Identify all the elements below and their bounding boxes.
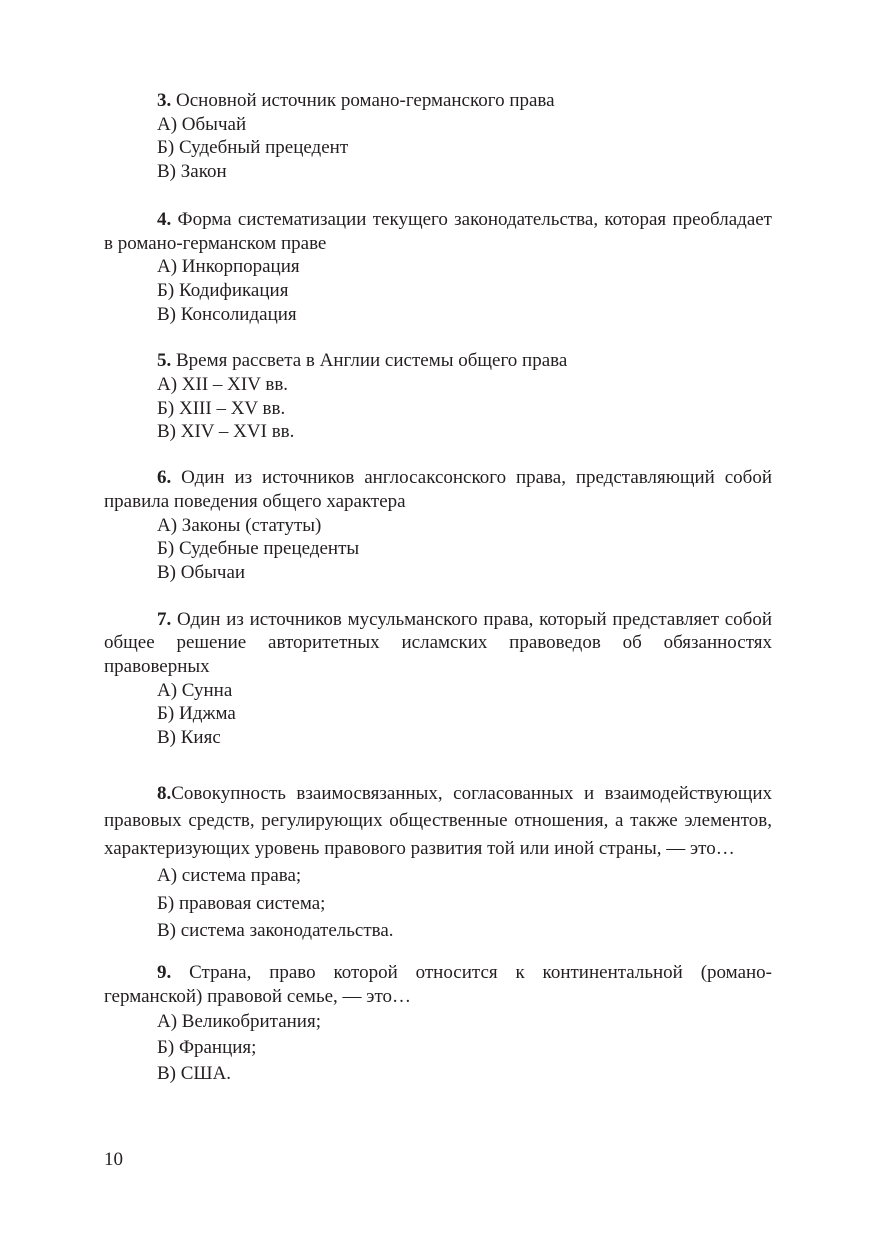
answer-option: Б) правовая система; [157,892,326,914]
answer-option: А) Обычай [157,113,247,135]
question-number: 5. [157,350,172,372]
question-text [104,466,772,513]
answer-option: Б) Кодификация [157,279,289,301]
answer-option: В) Закон [157,161,227,183]
answer-option: А) Инкорпорация [157,256,300,278]
question-6 [104,466,772,585]
question-body: Один из источников мусульманского права, который представляет собой общее решение авторитетных исламских правоведов об обязанностях правоверных [104,608,772,678]
question-5 [104,349,772,444]
answer-option: Б) Судебные прецеденты [157,538,360,560]
answer-option: А) система права; [157,865,302,887]
answer-option: В) Консолидация [157,303,297,325]
answer-option: Б) Иджма [157,703,236,725]
answer-option: А) XII – XIV вв. [157,374,289,396]
page-content [104,89,772,1087]
question-8 [104,780,772,944]
question-text [104,780,772,862]
page-number: 10 [104,1149,123,1170]
answer-option: В) Обычаи [157,561,246,583]
question-body: Один из источников англосаксонского права, представляющий собой правила поведения общего характера [104,467,772,512]
answer-option: Б) Судебный прецедент [157,137,349,159]
question-body: Основной источник романо-германского права [171,90,555,111]
question-4 [104,208,772,327]
question-number: 3. [157,90,172,111]
question-text [104,89,772,113]
question-3 [104,89,772,184]
answer-option: В) США. [157,1063,232,1085]
question-body: Форма систематизации текущего законодательства, которая преобладает в романо-германском праве [104,208,772,254]
question-number: 7. [157,608,172,630]
question-number: 9. [157,962,172,984]
question-number: 8. [157,782,172,804]
question-text [104,349,772,373]
question-9 [104,961,772,1087]
question-body: Страна, право которой относится к континентальной (романо-германской) правовой семье, — это… [104,962,772,1008]
question-body: Время рассвета в Англии системы общего права [171,350,568,372]
question-text [104,608,772,679]
answer-option: А) Законы (статуты) [157,514,322,536]
question-number: 4. [157,208,172,230]
question-7 [104,608,772,750]
answer-option: В) система законодательства. [157,919,394,941]
question-number: 6. [157,467,172,489]
question-body: Совокупность взаимосвязанных, согласованных и взаимодействующих правовых средств, регулирующих общественные отношения, а также элементов, характеризующих уровень правового развития той или иной страны, — это… [104,782,772,859]
answer-option: Б) Франция; [157,1036,257,1058]
answer-option: А) Сунна [157,679,233,701]
question-text [104,961,772,1008]
answer-option: Б) XIII – XV вв. [157,397,286,419]
answer-option: В) Кияс [157,727,221,749]
question-text [104,208,772,255]
answer-option: А) Великобритания; [157,1010,321,1032]
answer-option: В) XIV – XVI вв. [157,421,295,443]
